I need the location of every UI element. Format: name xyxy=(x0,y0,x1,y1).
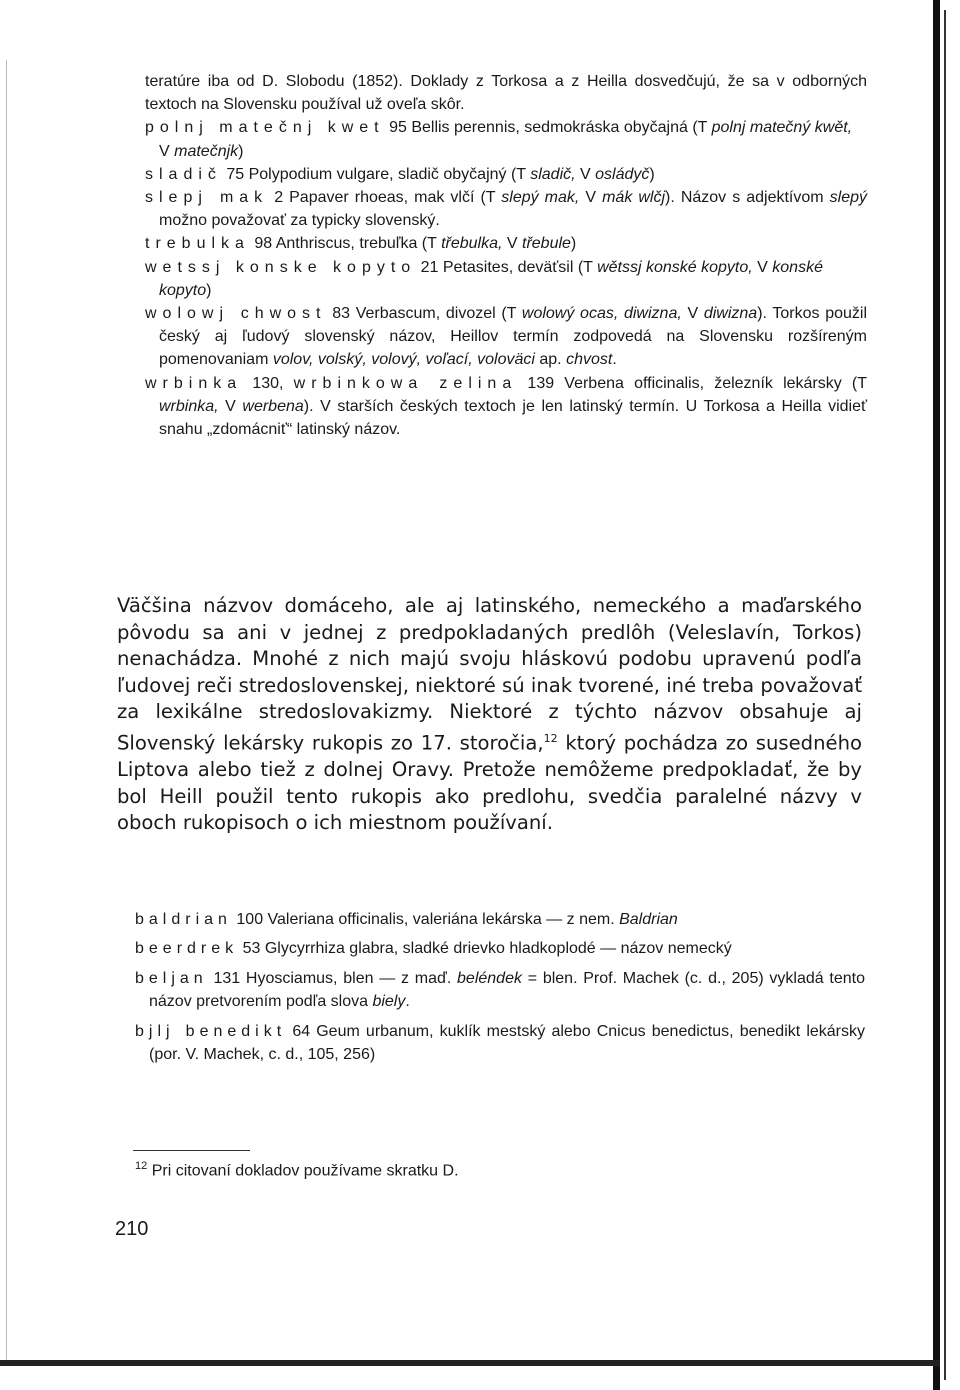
main-paragraph: Väčšina názvov domáceho, ale aj latinského, nemeckého a maďarského pôvodu sa ani v jednej z predpokladaných predlôh (Veleslavín, Torkos) nenachádza. Mnohé z nich majú svoju hláskovú podobu upravenú podľa ľudovej reči stredoslovenskej, niektoré sú inak tvorené, iné treba považovať za lexikálne stredoslovakizmy. Niektoré z týchto názvov obsahuje aj Slovenský lekársky rukopis zo 17. storočia,$^{12}$ ktorý pochádza zo susedného Liptova alebo tiež z dolnej Oravy. Pretože nemôžeme predpokladať, že by bol Heill použil tento rukopis ako predlohu, svedčia paralelné názvy v oboch rukopisoch o ich miestnom používaní. xyxy=(117,594,863,835)
bottom-entries xyxy=(135,908,865,1066)
entry-sladic: sladič 75 Polypodium vulgare, sladič obyčajný (T sladič, V osládyč) xyxy=(145,165,655,183)
footnote-divider xyxy=(133,1150,250,1151)
top-text-block xyxy=(145,70,867,441)
page-number: 210 xyxy=(115,1218,149,1240)
entry-polnj-matecnj-kwet: polnj matečnj kwet 95 Bellis perennis, sedmokráska obyčajná (T polnj matečný kwět, V matečnjk) xyxy=(145,119,853,160)
footnote-ref: 12 xyxy=(543,731,558,745)
entry-slepj-mak: slepj mak 2 Papaver rhoeas, mak vlčí (T slepý mak, V mák wlčj). Názov s adjektívom slepý možno považovať za typicky slovenský. xyxy=(145,189,867,230)
entry-wolowj-chwost: wolowj chwost 83 Verbascum, divozel (T wolowý ocas, diwizna, V diwizna). Torkos použil český aj ľudový slovenský názov, Heillov termín zodpovedá na Slovensku rozšíreným pomenovaniam volov, volský, volový, voľací, voloväci ap. chvost. xyxy=(145,305,867,369)
scan-edge-left xyxy=(6,60,7,1360)
entry-wrbinka: wrbinka 130, wrbinkowa zelina 139 Verbena officinalis, železník lekársky (T wrbinka, V werbena). V starších českých textoch je len latinský termín. U Torkosa a Heilla vidieť snahu „zdomácniť“ latinský názov. xyxy=(145,374,868,439)
entry-trebulka: trebulka 98 Anthriscus, trebuľka (T třebulka, V třebule) xyxy=(145,235,577,253)
entry-wetssj-konske-kopyto: wetssj konske kopyto 21 Petasites, deväťsil (T wětssj konské kopyto, V konské kopyto) xyxy=(145,258,823,299)
footnote: $^{12}$ Pri citovaní dokladov používame skratku D. xyxy=(135,1160,459,1180)
scan-edge-right-inner xyxy=(944,10,946,1380)
entry-beerdrek: beerdrek 53 Glycyrrhiza glabra, sladké drievko hladkoplodé — názov nemecký xyxy=(135,940,732,958)
intro-paragraph: teratúre iba od D. Slobodu (1852). Doklady z Torkosa a z Heilla dosvedčujú, že sa v odborných textoch na Slovensku používal už oveľa skôr. xyxy=(145,73,867,114)
entry-beljan: beljan 131 Hyosciamus, blen — z maď. beléndek = blen. Prof. Machek (c. d., 205) vykladá tento názov pretvorením podľa slova biely. xyxy=(135,969,866,1011)
scan-edge-right xyxy=(933,0,940,1390)
entry-bjlj-benedikt: bjlj benedikt 64 Geum urbanum, kuklík mestský alebo Cnicus benedictus, benedikt lekársky (por. V. Machek, c. d., 105, 256) xyxy=(135,1022,865,1064)
scan-edge-bottom xyxy=(0,1360,940,1366)
entry-baldrian: baldrian 100 Valeriana officinalis, valeriána lekárska — z nem. Baldrian xyxy=(135,911,678,928)
